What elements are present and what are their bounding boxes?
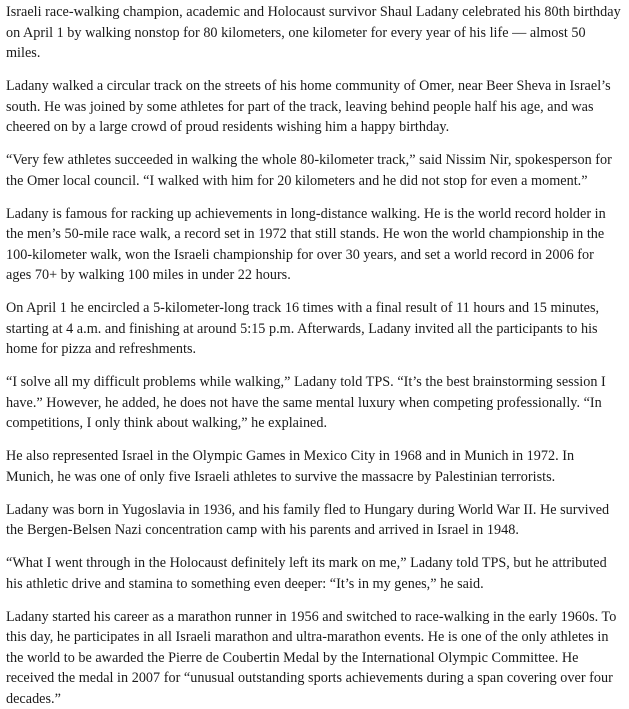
article-paragraph: “I solve all my difficult problems while walking,” Ladany told TPS. “It’s the best brainstorming session I have.” However, he added, he does not have the same mental luxury when competing professionally. “In competitions, I only think about walking,” he explained. xyxy=(6,372,621,434)
article-paragraph: “Very few athletes succeeded in walking the whole 80-kilometer track,” said Nissim Nir, spokesperson for the Omer local council. “I walked with him for 20 kilometers and he did not stop for even a moment.” xyxy=(6,150,621,191)
article-paragraph: Ladany was born in Yugoslavia in 1936, and his family fled to Hungary during World War II. He survived the Bergen-Belsen Nazi concentration camp with his parents and arrived in Israel in 1948. xyxy=(6,500,621,541)
article-paragraph: Ladany is famous for racking up achievements in long-distance walking. He is the world record holder in the men’s 50-mile race walk, a record set in 1972 that still stands. He won the world championship in the 100-kilometer walk, won the Israeli championship for over 30 years, and set a world record in 2006 for ages 70+ by walking 100 miles in under 22 hours. xyxy=(6,204,621,286)
article-paragraph: Ladany started his career as a marathon runner in 1956 and switched to race-walking in the early 1960s. To this day, he participates in all Israeli marathon and ultra-marathon events. He is one of the only athletes in the world to be awarded the Pierre de Coubertin Medal by the International Olympic Committee. He received the medal in 2007 for “unusual outstanding sports achievements during a span covering over four decades.” xyxy=(6,607,621,709)
article-paragraph: “What I went through in the Holocaust definitely left its mark on me,” Ladany told TPS, but he attributed his athletic drive and stamina to something even deeper: “It’s in my genes,” he said. xyxy=(6,553,621,594)
article-paragraph: Ladany walked a circular track on the streets of his home community of Omer, near Beer Sheva in Israel’s south. He was joined by some athletes for part of the track, leaving behind people half his age, and was cheered on by a large crowd of proud residents wishing him a happy birthday. xyxy=(6,76,621,138)
article-paragraph: On April 1 he encircled a 5-kilometer-long track 16 times with a final result of 11 hours and 15 minutes, starting at 4 a.m. and finishing at around 5:15 p.m. Afterwards, Ladany invited all the participants to his home for pizza and refreshments. xyxy=(6,298,621,360)
article-paragraph: Israeli race-walking champion, academic and Holocaust survivor Shaul Ladany celebrated his 80th birthday on April 1 by walking nonstop for 80 kilometers, one kilometer for every year of his life — almost 50 miles. xyxy=(6,2,621,64)
article-paragraph: He also represented Israel in the Olympic Games in Mexico City in 1968 and in Munich in 1972. In Munich, he was one of only five Israeli athletes to survive the massacre by Palestinian terrorists. xyxy=(6,446,621,487)
